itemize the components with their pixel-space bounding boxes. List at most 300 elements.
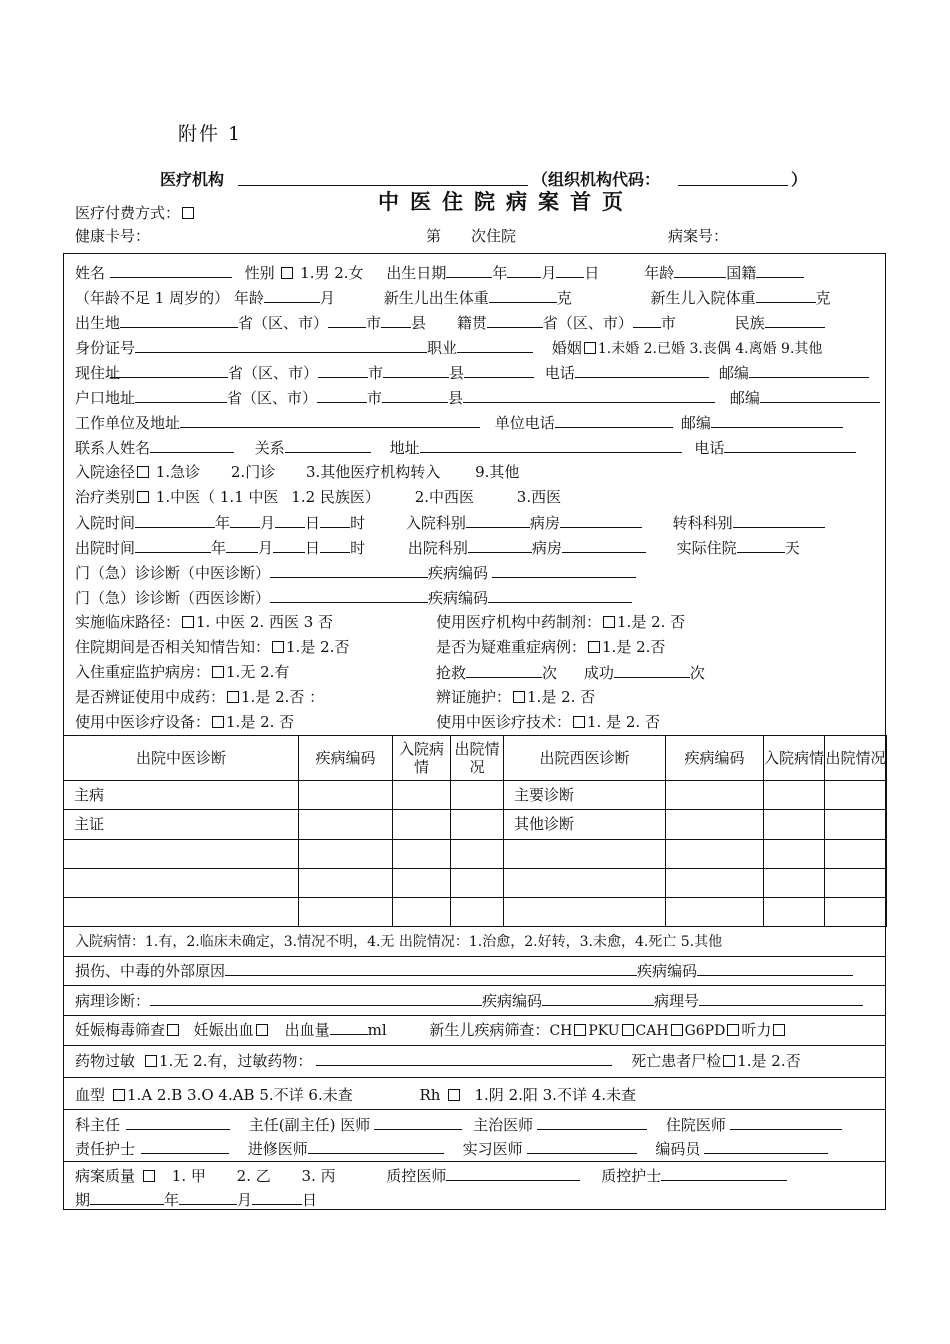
cell[interactable] — [451, 897, 504, 926]
screen-cah: CAH — [635, 1023, 669, 1039]
attending-field[interactable] — [537, 1114, 647, 1130]
marriage-checkbox[interactable] — [584, 342, 596, 354]
pathology-disease-code-label: 疾病编码 — [482, 992, 543, 1010]
ward-field[interactable] — [560, 512, 642, 528]
informed-consent-options: 1.是 2.否 — [286, 638, 350, 656]
cell[interactable] — [764, 810, 825, 839]
payment-label: 医疗付费方式： — [75, 204, 181, 222]
clinical-pathway-label: 实施临床路径： — [75, 613, 181, 631]
current-address-detail-field[interactable] — [464, 362, 534, 378]
allergy-options: 1.无 2.有，过敏药物： — [159, 1052, 313, 1070]
cell[interactable] — [64, 868, 299, 897]
id-number-field[interactable] — [135, 337, 427, 353]
native-province-field[interactable] — [487, 312, 543, 328]
cell[interactable] — [393, 810, 451, 839]
record-no-label: 病案号： — [668, 227, 729, 245]
infant-age-note: （年龄不足 1 周岁的） — [75, 289, 230, 307]
newborn-screen-label: 新生儿疾病筛查： — [429, 1021, 550, 1039]
cell[interactable] — [299, 781, 393, 810]
phone-field[interactable] — [575, 362, 709, 378]
cell[interactable] — [764, 839, 825, 868]
birthplace-county-field[interactable] — [381, 312, 411, 328]
treatment-option-3: 3.西医 — [516, 488, 562, 506]
cell[interactable] — [393, 781, 451, 810]
inhouse-tcm-prep-options: 1.是 2. 否 — [617, 613, 686, 631]
hukou-address-label: 户口地址 — [75, 389, 136, 407]
cell[interactable] — [451, 781, 504, 810]
intern-field[interactable] — [527, 1138, 637, 1154]
cell[interactable] — [666, 897, 764, 926]
screen-hearing-checkbox[interactable] — [773, 1024, 785, 1036]
cell[interactable] — [825, 868, 887, 897]
attending-label: 主治医师 — [473, 1116, 534, 1134]
cell[interactable] — [504, 839, 666, 868]
tcm-technique-checkbox[interactable] — [573, 716, 585, 728]
institution-field[interactable] — [238, 170, 528, 186]
cell[interactable] — [299, 868, 393, 897]
qc-physician-label: 质控医师 — [386, 1167, 447, 1185]
postcode-label-3: 邮编 — [680, 414, 711, 432]
cell[interactable] — [393, 897, 451, 926]
qc-nurse-label: 质控护士 — [601, 1167, 662, 1185]
nationality-field[interactable] — [756, 262, 804, 278]
admission-ordinal-suffix: 次住院 — [471, 227, 517, 245]
admit-dept-label: 入院科别 — [405, 514, 466, 532]
critical-case-checkbox[interactable] — [588, 641, 600, 653]
discharge-month-label: 月 — [258, 539, 274, 557]
qc-month-field[interactable] — [179, 1189, 237, 1205]
route-option-9: 9.其他 — [475, 463, 520, 481]
outpatient-tcm-dx-label: 门（急）诊诊断（中医诊断） — [75, 564, 271, 582]
quality-checkbox[interactable] — [143, 1170, 155, 1182]
success-label: 成功 — [583, 664, 614, 682]
disease-code-field[interactable] — [492, 562, 636, 578]
critical-case-label: 是否为疑难重症病例： — [436, 638, 587, 656]
birth-month-field[interactable] — [507, 262, 541, 278]
table-header-row — [64, 736, 887, 781]
discharge-month-field[interactable] — [226, 537, 258, 553]
admit-year-field[interactable] — [135, 512, 215, 528]
cell[interactable] — [64, 897, 299, 926]
attachment-label: 附件 1 — [178, 123, 243, 145]
province-label: 省（区、市） — [238, 314, 329, 332]
county-label: 县 — [411, 314, 427, 332]
outpatient-wm-dx-field[interactable] — [270, 587, 428, 603]
relation-label: 关系 — [254, 439, 285, 457]
treatment-type-checkbox[interactable] — [137, 491, 149, 503]
blood-type-options: 1.A 2.B 3.O 4.AB 5.不详 6.未查 — [127, 1086, 353, 1104]
allergy-label: 药物过敏 — [75, 1052, 136, 1070]
divider — [63, 1109, 886, 1110]
tcm-device-label: 使用中医诊疗设备： — [75, 713, 211, 731]
discharge-day-field[interactable] — [273, 537, 305, 553]
contact-phone-label: 电话 — [694, 439, 725, 457]
ward-label: 病房 — [529, 514, 560, 532]
syphilis-screen-label: 妊娠梅毒筛查 — [75, 1021, 166, 1039]
city-label-2: 市 — [660, 314, 676, 332]
quality-option-c: 3. 丙 — [301, 1167, 336, 1185]
hukou-city-field[interactable] — [317, 387, 367, 403]
admit-day-field[interactable] — [275, 512, 305, 528]
newborn-birth-weight-field[interactable] — [489, 287, 557, 303]
times-label: 次 — [542, 664, 558, 682]
county-label-3: 县 — [449, 364, 465, 382]
outpatient-tcm-dx-field[interactable] — [270, 562, 428, 578]
route-option-1: 1.急诊 — [155, 463, 201, 481]
discharge-year-label: 年 — [211, 539, 227, 557]
cell[interactable] — [666, 868, 764, 897]
header-tcm-dx: 出院中医诊断 — [64, 736, 299, 781]
autopsy-checkbox[interactable] — [723, 1055, 735, 1067]
pathology-disease-code-field[interactable] — [542, 990, 654, 1006]
disease-code-label-2: 疾病编码 — [428, 589, 489, 607]
admission-route-label: 入院途径 — [75, 463, 136, 481]
birth-date-label: 出生日期 — [386, 264, 447, 282]
marriage-label: 婚姻 — [551, 339, 582, 357]
tcm-device-checkbox[interactable] — [212, 716, 224, 728]
autopsy-options: 1.是 2.否 — [737, 1052, 801, 1070]
ward-field-2[interactable] — [562, 537, 646, 553]
id-number-label: 身份证号 — [75, 339, 136, 357]
discharge-day-label: 日 — [305, 539, 321, 557]
informed-consent-checkbox[interactable] — [272, 641, 284, 653]
header-discharge-status: 出院情况 — [451, 736, 504, 781]
dept-director-label: 科主任 — [75, 1116, 121, 1134]
pregnancy-bleeding-label: 妊娠出血 — [193, 1021, 254, 1039]
coder-field[interactable] — [704, 1138, 828, 1154]
trainee-field[interactable] — [308, 1138, 444, 1154]
payment-checkbox[interactable] — [182, 207, 194, 219]
blood-loss-label: 出血量 — [284, 1021, 330, 1039]
current-address-city-field[interactable] — [318, 362, 368, 378]
current-address-province-field[interactable] — [110, 362, 228, 378]
transfer-dept-field[interactable] — [733, 512, 825, 528]
admission-ordinal-prefix: 第 — [426, 227, 442, 245]
ethnicity-label: 民族 — [734, 314, 765, 332]
table-row — [64, 868, 887, 897]
contact-name-field[interactable] — [150, 437, 234, 453]
birthplace-city-field[interactable] — [328, 312, 366, 328]
syndrome-nursing-options: 1.是 2. 否 — [527, 688, 596, 706]
discharge-hour-field[interactable] — [320, 537, 350, 553]
header-discharge-status-2: 出院情况 — [825, 736, 887, 781]
unit-phone-field[interactable] — [555, 412, 673, 428]
county-label-4: 县 — [448, 389, 464, 407]
quality-label: 病案质量 — [75, 1167, 136, 1185]
sex-label: 性别 — [244, 264, 275, 282]
pathology-dx-field[interactable] — [150, 990, 482, 1006]
external-cause-label: 损伤、中毒的外部原因 — [75, 962, 226, 980]
critical-case-options: 1.是 2.否 — [602, 638, 666, 656]
inhouse-tcm-prep-label: 使用医疗机构中药制剂： — [436, 613, 602, 631]
institution-label: 医疗机构 — [160, 170, 225, 189]
work-unit-label: 工作单位及地址 — [75, 414, 181, 432]
birthplace-label: 出生地 — [75, 314, 121, 332]
city-label-3: 市 — [368, 364, 384, 382]
allergy-checkbox[interactable] — [145, 1055, 157, 1067]
header-admit-condition-2: 入院病情 — [764, 736, 825, 781]
sex-checkbox[interactable] — [281, 267, 293, 279]
days-unit: 天 — [784, 539, 800, 557]
cell[interactable] — [504, 897, 666, 926]
table-row — [64, 897, 887, 926]
trainee-label: 进修医师 — [247, 1140, 308, 1158]
nationality-label: 国籍 — [726, 264, 757, 282]
quality-option-b: 2. 乙 — [236, 1167, 271, 1185]
blood-type-checkbox[interactable] — [113, 1089, 125, 1101]
contact-phone-field[interactable] — [724, 437, 856, 453]
infant-age-field[interactable] — [264, 287, 320, 303]
external-disease-code-field[interactable] — [697, 960, 853, 976]
divider — [63, 1045, 886, 1046]
cell[interactable] — [825, 839, 887, 868]
cell[interactable] — [666, 839, 764, 868]
contact-address-field[interactable] — [420, 437, 682, 453]
birth-day-field[interactable] — [556, 262, 584, 278]
native-city-field[interactable] — [633, 312, 661, 328]
syndrome-patent-med-checkbox[interactable] — [227, 691, 239, 703]
birthplace-province-field[interactable] — [120, 312, 238, 328]
current-address-label: 现住址 — [75, 364, 121, 382]
org-code-field[interactable] — [678, 170, 788, 186]
newborn-admit-weight-field[interactable] — [756, 287, 816, 303]
nurse-field[interactable] — [141, 1138, 229, 1154]
gram-unit-2: 克 — [815, 289, 831, 307]
route-option-3: 3.其他医疗机构转入 — [305, 463, 441, 481]
cell[interactable] — [393, 839, 451, 868]
disease-code-field-2[interactable] — [488, 587, 632, 603]
qc-year-field[interactable] — [90, 1189, 164, 1205]
external-cause-field[interactable] — [225, 960, 637, 976]
qc-month-label: 月 — [237, 1191, 253, 1209]
clinical-pathway-options: 1. 中医 2. 西医 3 否 — [196, 613, 334, 631]
postcode-label: 邮编 — [718, 364, 749, 382]
screen-hearing: 听力 — [741, 1021, 772, 1039]
table-row — [64, 810, 887, 839]
day-label: 日 — [584, 264, 600, 282]
hukou-province-field[interactable] — [135, 387, 227, 403]
resident-label: 住院医师 — [665, 1116, 726, 1134]
postcode-field[interactable] — [749, 362, 869, 378]
pathology-no-field[interactable] — [699, 990, 863, 1006]
admit-time-label: 入院时间 — [75, 514, 136, 532]
age2-label: 年龄 — [233, 289, 264, 307]
phone-label: 电话 — [544, 364, 575, 382]
inhouse-tcm-prep-checkbox[interactable] — [603, 616, 615, 628]
external-disease-code-label: 疾病编码 — [637, 962, 698, 980]
cell[interactable]: 主病 — [64, 781, 299, 810]
cell[interactable]: 其他诊断 — [504, 810, 666, 839]
pathology-no-label: 病理号 — [654, 992, 700, 1010]
quality-option-a: 1. 甲 — [171, 1167, 206, 1185]
hukou-county-field[interactable] — [382, 387, 448, 403]
postcode-field-2[interactable] — [760, 387, 880, 403]
admission-route-checkbox[interactable] — [137, 466, 149, 478]
org-code-label: （组织机构代码： — [532, 170, 661, 189]
province-label-3: 省（区、市） — [228, 364, 319, 382]
screen-pku: PKU — [588, 1023, 620, 1039]
health-card-label: 健康卡号： — [75, 227, 151, 245]
discharge-time-label: 出院时间 — [75, 539, 136, 557]
discharge-dept-field[interactable] — [468, 537, 532, 553]
postcode-label-2: 邮编 — [729, 389, 760, 407]
outpatient-wm-dx-label: 门（急）诊诊断（西医诊断） — [75, 589, 271, 607]
cell[interactable]: 主要诊断 — [504, 781, 666, 810]
relation-field[interactable] — [285, 437, 371, 453]
cell[interactable] — [64, 839, 299, 868]
rescue-label: 抢救 — [436, 664, 467, 682]
admit-hour-field[interactable] — [320, 512, 350, 528]
ethnicity-field[interactable] — [765, 312, 825, 328]
rh-options: 1.阴 2.阳 3.不详 4.未查 — [474, 1086, 637, 1104]
blood-type-label: 血型 — [75, 1086, 106, 1104]
cell[interactable] — [764, 781, 825, 810]
header-disease-code: 疾病编码 — [299, 736, 393, 781]
icu-checkbox[interactable] — [212, 666, 224, 678]
treatment-type-label: 治疗类别 — [75, 488, 136, 506]
work-unit-field[interactable] — [180, 412, 480, 428]
admit-month-field[interactable] — [230, 512, 260, 528]
actual-days-label: 实际住院 — [676, 539, 737, 557]
rh-label: Rh — [419, 1086, 441, 1104]
cell[interactable] — [393, 868, 451, 897]
screen-ch: CH — [549, 1023, 573, 1039]
admit-dept-field[interactable] — [466, 512, 530, 528]
cell[interactable] — [666, 810, 764, 839]
header-wm-dx: 出院西医诊断 — [504, 736, 666, 781]
diagnosis-table — [63, 735, 887, 927]
native-place-label: 籍贯 — [456, 314, 487, 332]
syndrome-patent-med-options: 1.是 2.否 ： — [241, 688, 325, 706]
postcode-field-3[interactable] — [711, 412, 843, 428]
success-count-field[interactable] — [614, 662, 690, 678]
contact-name-label: 联系人姓名 — [75, 439, 151, 457]
discharge-year-field[interactable] — [135, 537, 211, 553]
qc-day-label: 日 — [302, 1191, 318, 1209]
screen-g6pd-checkbox[interactable] — [727, 1024, 739, 1036]
syndrome-nursing-checkbox[interactable] — [513, 691, 525, 703]
intern-label: 实习医师 — [462, 1140, 523, 1158]
coder-label: 编码员 — [655, 1140, 701, 1158]
icu-options: 1.无 2.有 — [226, 663, 290, 681]
screen-pku-checkbox[interactable] — [622, 1024, 634, 1036]
cell[interactable] — [825, 810, 887, 839]
syphilis-screen-checkbox[interactable] — [167, 1024, 179, 1036]
table-row — [64, 781, 887, 810]
header-admit-condition: 入院病情 — [393, 736, 451, 781]
birth-year-field[interactable] — [446, 262, 492, 278]
cell[interactable] — [299, 839, 393, 868]
newborn-admit-weight-label: 新生儿入院体重 — [650, 289, 756, 307]
condition-legend: 入院病情：1.有，2.临床未确定，3.情况不明，4.无 出院情况：1.治愈，2.好转，3.未愈，4.死亡 5.其他 — [75, 934, 723, 950]
clinical-pathway-checkbox[interactable] — [182, 616, 194, 628]
nurse-label: 责任护士 — [75, 1140, 136, 1158]
screen-ch-checkbox[interactable] — [574, 1024, 586, 1036]
current-address-county-field[interactable] — [383, 362, 449, 378]
tcm-device-options: 1.是 2. 否 — [226, 713, 295, 731]
cell[interactable] — [825, 781, 887, 810]
cell[interactable] — [299, 897, 393, 926]
divider — [63, 1161, 886, 1162]
occupation-field[interactable] — [457, 337, 533, 353]
marriage-options: 1.未婚 2.已婚 3.丧偶 4.离婚 9.其他 — [597, 341, 823, 357]
transfer-dept-label: 转科科别 — [672, 514, 733, 532]
rh-checkbox[interactable] — [448, 1089, 460, 1101]
year-label: 年 — [492, 264, 508, 282]
dept-director-field[interactable] — [126, 1114, 230, 1130]
name-label: 姓名 — [75, 264, 106, 282]
syndrome-patent-med-label: 是否辨证使用中成药： — [75, 688, 226, 706]
admit-day-label: 日 — [305, 514, 321, 532]
informed-consent-label: 住院期间是否相关知情告知： — [75, 638, 271, 656]
cell[interactable] — [825, 897, 887, 926]
pathology-dx-label: 病理诊断： — [75, 992, 151, 1010]
discharge-hour-label: 时 — [350, 539, 366, 557]
hukou-detail-field[interactable] — [463, 387, 715, 403]
times-label-2: 次 — [689, 664, 705, 682]
province-label-4: 省（区、市） — [227, 389, 318, 407]
icu-label: 入住重症监护病房： — [75, 663, 211, 681]
age-field[interactable] — [674, 262, 726, 278]
divider — [63, 1077, 886, 1078]
cell[interactable] — [451, 839, 504, 868]
rescue-count-field[interactable] — [466, 662, 542, 678]
cell[interactable] — [451, 810, 504, 839]
contact-address-label: 地址 — [389, 439, 420, 457]
qc-day-field[interactable] — [252, 1189, 302, 1205]
cell[interactable] — [764, 897, 825, 926]
pregnancy-bleeding-checkbox[interactable] — [256, 1024, 268, 1036]
treatment-option-2: 2.中西医 — [414, 488, 475, 506]
qc-physician-field[interactable] — [446, 1165, 580, 1181]
disease-code-label: 疾病编码 — [428, 564, 489, 582]
cell[interactable] — [666, 781, 764, 810]
org-code-close: ） — [791, 170, 808, 189]
cell[interactable] — [299, 810, 393, 839]
tcm-technique-label: 使用中医诊疗技术： — [436, 713, 572, 731]
ml-unit: ml — [367, 1021, 387, 1039]
route-option-2: 2.门诊 — [230, 463, 276, 481]
ward-label-2: 病房 — [531, 539, 562, 557]
gram-unit: 克 — [556, 289, 572, 307]
resident-field[interactable] — [730, 1114, 842, 1130]
tcm-technique-options: 1. 是 2. 否 — [587, 713, 660, 731]
cell[interactable]: 主证 — [64, 810, 299, 839]
syndrome-nursing-label: 辨证施护： — [436, 688, 512, 706]
name-field[interactable] — [110, 262, 232, 278]
header-disease-code-2: 疾病编码 — [666, 736, 764, 781]
newborn-birth-weight-label: 新生儿出生体重 — [383, 289, 489, 307]
table-row — [64, 839, 887, 868]
sex-options: 1.男 2.女 — [300, 264, 364, 282]
treatment-option-1: 1.中医（ 1.1 中医 — [155, 488, 279, 506]
autopsy-label: 死亡患者尸检 — [631, 1052, 722, 1070]
allergy-drug-field[interactable] — [316, 1050, 612, 1066]
screen-cah-checkbox[interactable] — [671, 1024, 683, 1036]
actual-days-field[interactable] — [737, 537, 785, 553]
blood-loss-field[interactable] — [330, 1019, 368, 1035]
cell[interactable] — [504, 868, 666, 897]
chief-physician-label: 主任(副主任) 医师 — [248, 1116, 371, 1134]
cell[interactable] — [764, 868, 825, 897]
divider — [63, 1015, 886, 1016]
cell[interactable] — [451, 868, 504, 897]
month-unit: 月 — [319, 289, 335, 307]
chief-physician-field[interactable] — [374, 1114, 462, 1130]
age-label: 年龄 — [644, 264, 675, 282]
screen-g6pd: G6PD — [684, 1023, 726, 1039]
qc-nurse-field[interactable] — [661, 1165, 787, 1181]
